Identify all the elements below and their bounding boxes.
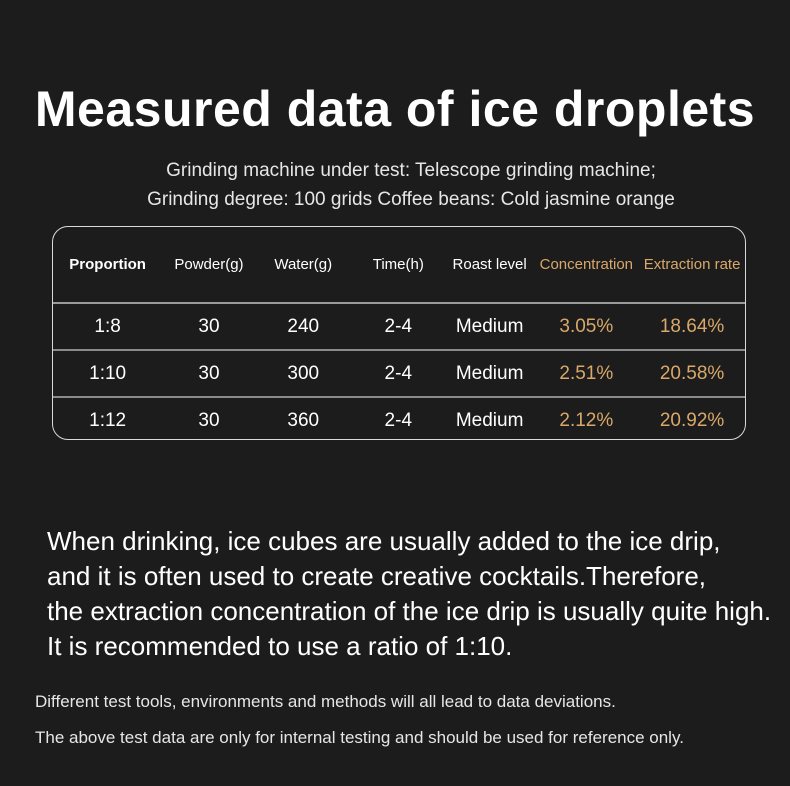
cell-concentration: 2.51% xyxy=(533,350,639,397)
cell-proportion: 1:10 xyxy=(53,350,162,397)
body-line-2: and it is often used to create creative cocktails.Therefore, xyxy=(47,561,707,591)
header-time: Time(h) xyxy=(372,256,424,273)
subtitle-line-1: Grinding machine under test: Telescope grinding machine; xyxy=(166,160,656,181)
cell-water: 360 xyxy=(256,397,351,443)
table-row xyxy=(53,397,745,443)
data-table xyxy=(53,227,745,443)
header-roast-level: Roast level xyxy=(452,256,527,273)
cell-concentration: 3.05% xyxy=(533,303,639,350)
page-title: Measured data of ice droplets xyxy=(34,81,756,137)
cell-water: 300 xyxy=(256,350,351,397)
cell-roast-level: Medium xyxy=(446,303,534,350)
disclaimer-line-2: The above test data are only for internal testing and should be used for reference only. xyxy=(35,728,684,747)
data-table-box xyxy=(52,226,746,440)
cell-powder: 30 xyxy=(162,397,255,443)
cell-powder: 30 xyxy=(162,303,255,350)
cell-roast-level: Medium xyxy=(446,397,534,443)
header-proportion: Proportion xyxy=(69,256,146,273)
cell-roast-level: Medium xyxy=(446,350,534,397)
table-row xyxy=(53,350,745,397)
cell-proportion: 1:8 xyxy=(53,303,162,350)
header-concentration: Concentration xyxy=(539,256,634,273)
cell-concentration: 2.12% xyxy=(533,397,639,443)
cell-extraction-rate: 20.58% xyxy=(639,350,745,397)
body-line-3: the extraction concentration of the ice drip is usually quite high. xyxy=(47,596,772,626)
cell-time: 2-4 xyxy=(351,303,446,350)
cell-proportion: 1:12 xyxy=(53,397,162,443)
body-line-4: It is recommended to use a ratio of 1:10. xyxy=(47,631,513,661)
header-extraction-rate: Extraction rate xyxy=(643,256,741,273)
cell-extraction-rate: 18.64% xyxy=(639,303,745,350)
cell-powder: 30 xyxy=(162,350,255,397)
disclaimer-line-1: Different test tools, environments and methods will all lead to data deviations. xyxy=(35,692,616,711)
cell-time: 2-4 xyxy=(351,397,446,443)
cell-water: 240 xyxy=(256,303,351,350)
cell-time: 2-4 xyxy=(351,350,446,397)
body-paragraph xyxy=(47,524,787,664)
body-line-1: When drinking, ice cubes are usually added to the ice drip, xyxy=(47,526,721,556)
table-header-row xyxy=(53,227,745,303)
header-water: Water(g) xyxy=(274,256,333,273)
subtitle-line-2: Grinding degree: 100 grids Coffee beans: Cold jasmine orange xyxy=(147,189,675,210)
header-powder: Powder(g) xyxy=(174,256,244,273)
table-row xyxy=(53,303,745,350)
cell-extraction-rate: 20.92% xyxy=(639,397,745,443)
